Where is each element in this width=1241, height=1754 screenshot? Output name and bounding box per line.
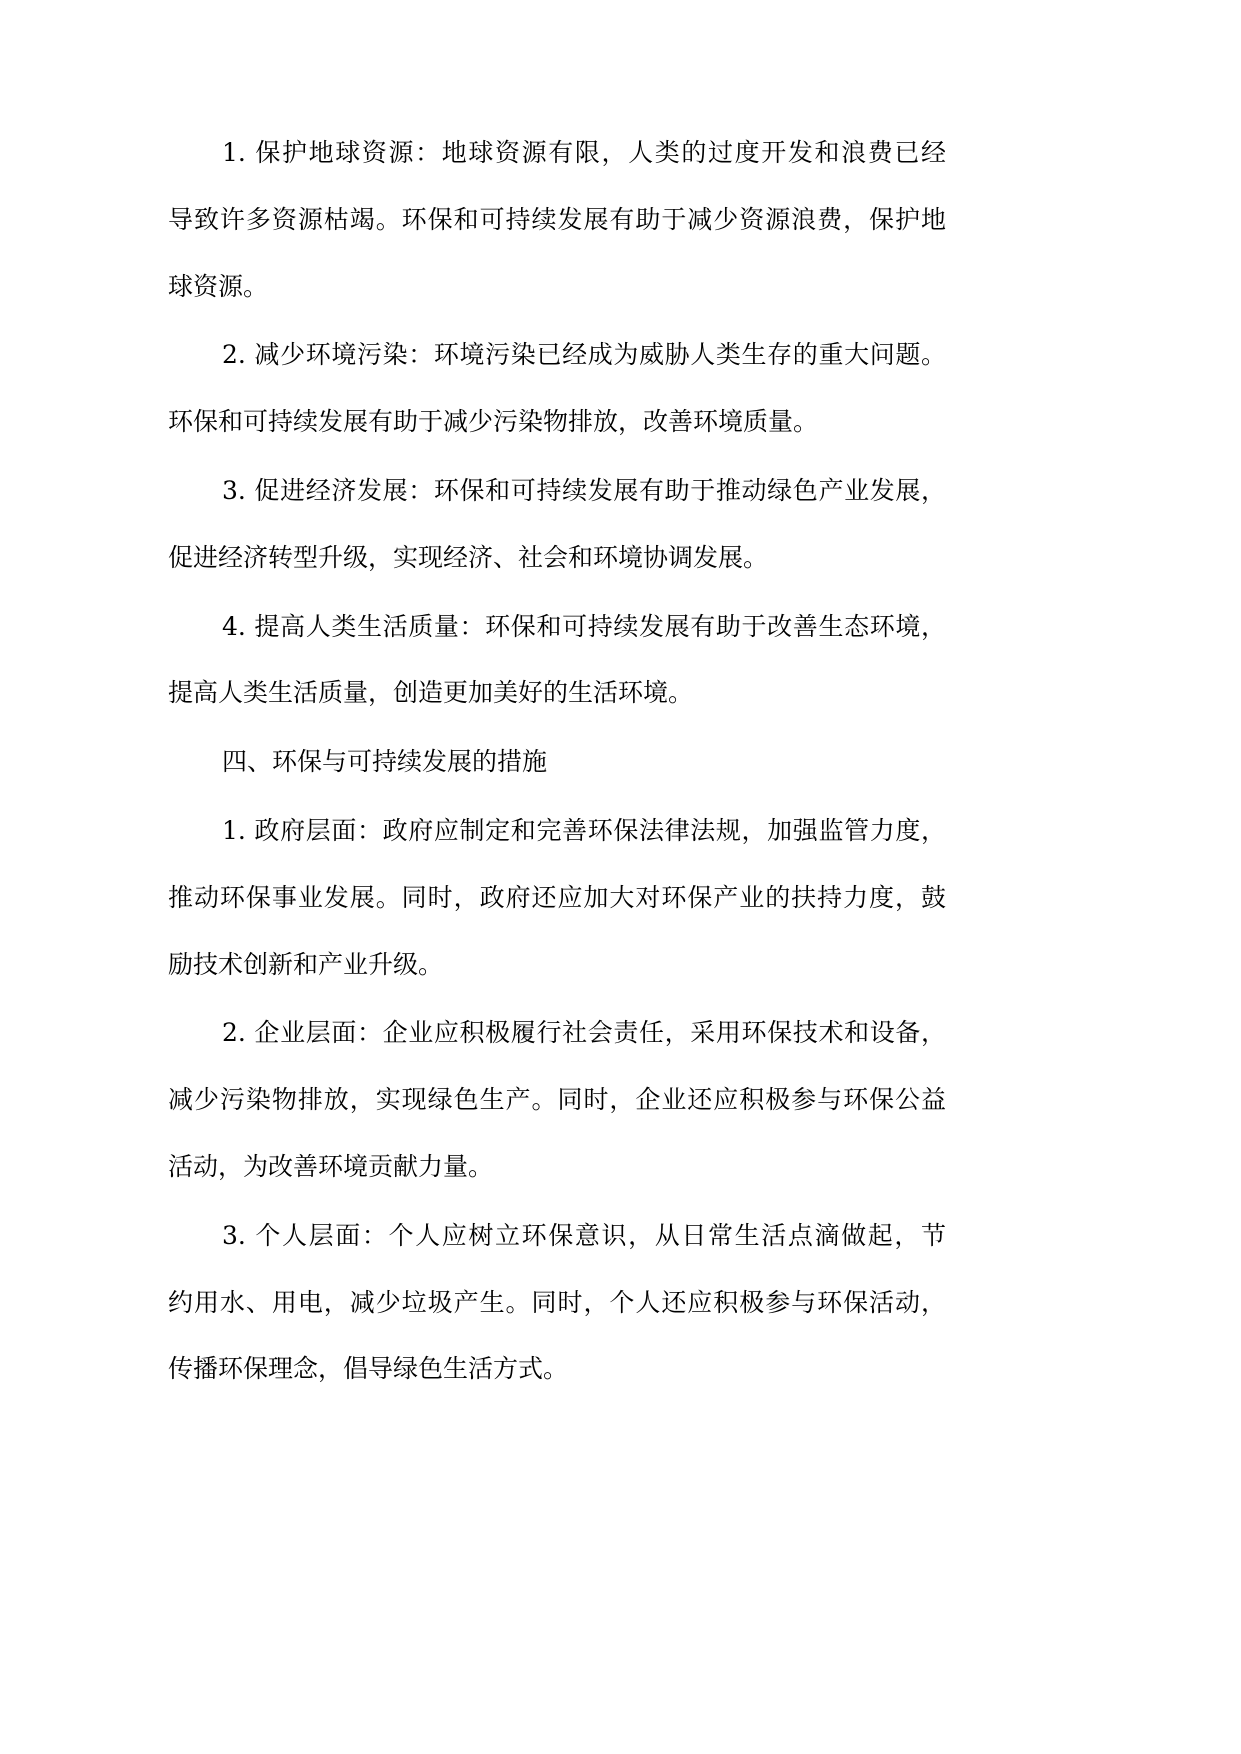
numbered-paragraph	[168, 1203, 946, 1403]
document-body	[168, 120, 946, 1405]
text-line: 环保和可持续发展有助于减少污染物排放，改善环境质量。	[168, 407, 819, 437]
numbered-paragraph	[168, 322, 946, 456]
numbered-paragraph	[168, 1000, 946, 1200]
text-line: 2. 减少环境污染：环境污染已经成为威胁人类生存的重大问题。	[222, 340, 946, 370]
text-line: 推动环保事业发展。同时，政府还应加大对环保产业的扶持力度，鼓	[168, 882, 946, 912]
text-line: 球资源。	[168, 271, 269, 301]
text-line: 促进经济转型升级，实现经济、社会和环境协调发展。	[168, 542, 769, 572]
numbered-paragraph	[168, 120, 946, 320]
text-line: 传播环保理念，倡导绿色生活方式。	[168, 1354, 569, 1384]
section-heading-text: 四、环保与可持续发展的措施	[222, 747, 548, 777]
text-line: 减少污染物排放，实现绿色生产。同时，企业还应积极参与环保公益	[168, 1085, 946, 1115]
text-line: 约用水、用电，减少垃圾产生。同时，个人还应积极参与环保活动，	[168, 1287, 946, 1317]
text-line: 3. 个人层面：个人应树立环保意识，从日常生活点滴做起，节	[222, 1220, 946, 1250]
numbered-paragraph	[168, 458, 946, 592]
text-line: 4. 提高人类生活质量：环保和可持续发展有助于改善生态环境，	[222, 611, 946, 641]
section-heading	[168, 729, 946, 796]
numbered-paragraph	[168, 594, 946, 728]
text-line: 励技术创新和产业升级。	[168, 949, 444, 979]
text-line: 2. 企业层面：企业应积极履行社会责任，采用环保技术和设备，	[222, 1018, 946, 1048]
text-line: 1. 保护地球资源：地球资源有限，人类的过度开发和浪费已经	[222, 138, 946, 167]
text-line: 提高人类生活质量，创造更加美好的生活环境。	[168, 678, 694, 708]
text-line: 活动，为改善环境贡献力量。	[168, 1151, 494, 1181]
text-line: 导致许多资源枯竭。环保和可持续发展有助于减少资源浪费，保护地	[168, 204, 946, 234]
numbered-paragraph	[168, 798, 946, 998]
text-line: 3. 促进经济发展：环保和可持续发展有助于推动绿色产业发展，	[222, 475, 946, 505]
text-line: 1. 政府层面：政府应制定和完善环保法律法规，加强监管力度，	[222, 815, 946, 845]
